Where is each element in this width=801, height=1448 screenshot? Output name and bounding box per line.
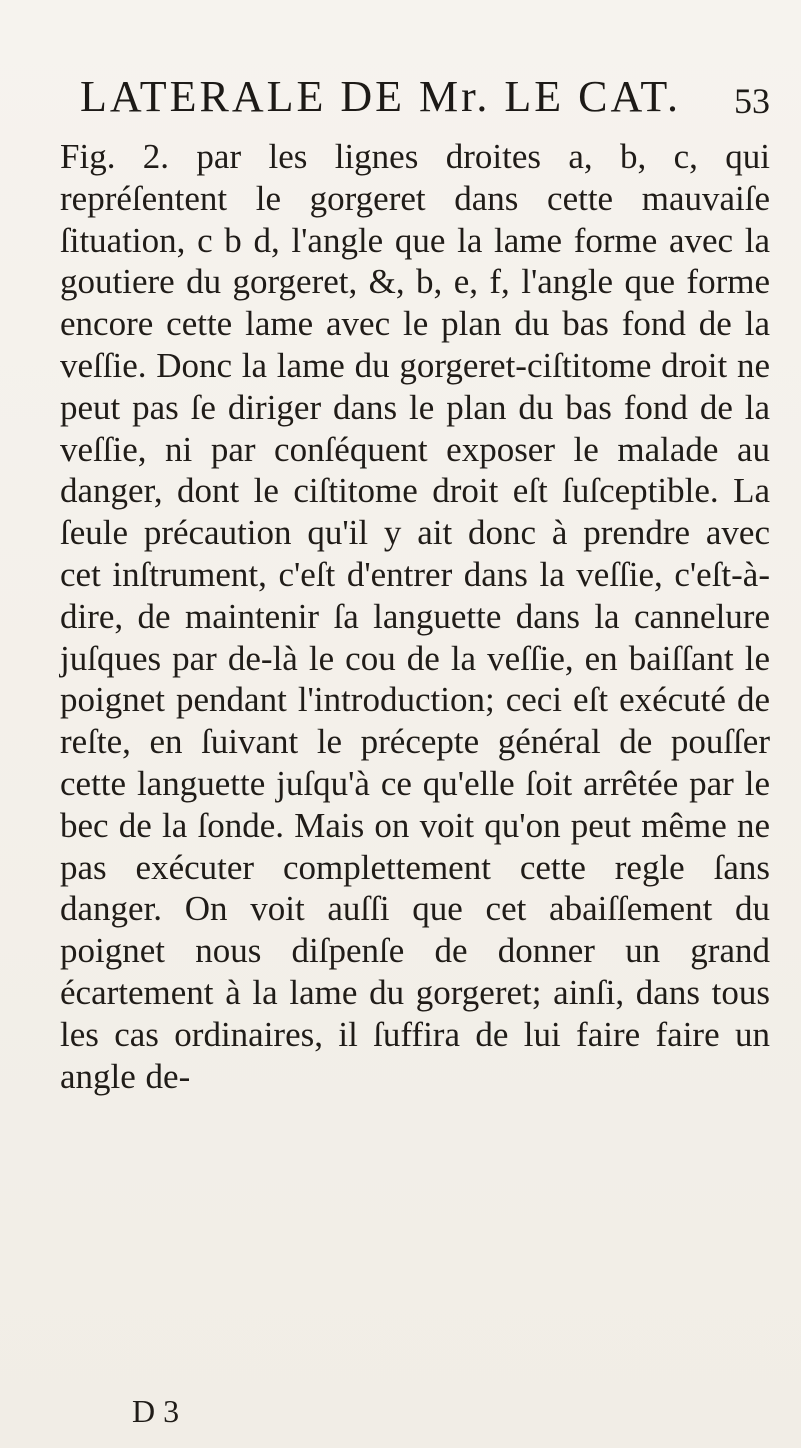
signature-mark: D 3 (132, 1393, 180, 1429)
page-number: 53 (734, 81, 770, 121)
running-head: LATERALE DE Mr. LE CAT. (80, 72, 682, 121)
body-text (60, 136, 770, 1097)
main-paragraph: Fig. 2. par les lignes droites a, b, c, qui repréſentent le gorgeret dans cette mauvaiſe ſituation, c b d, l'angle que la lame forme avec la goutiere du gorgeret, &, b, e, f, l'angle que forme encore cette lame avec le plan du bas fond de la veſſie. Donc la lame du gorgeret-ciſtitome droit ne peut pas ſe diriger dans le plan du bas fond de la veſſie, ni par conſéquent exposer le malade au danger, dont le ciſtitome droit eſt ſuſceptible. La ſeule précaution qu'il y ait donc à prendre avec cet inſtrument, c'eſt d'entrer dans la veſſie, c'eſt-à-dire, de maintenir ſa languette dans la cannelure juſques par de-là le cou de la veſſie, en baiſſant le poignet pendant l'introduction; ceci eſt exécuté de reſte, en ſuivant le précepte général de pouſſer cette languette juſqu'à ce qu'elle ſoit arrêtée par le bec de la ſonde. Mais on voit qu'on peut même ne pas exécuter complettement cette regle ſans danger. On voit auſſi que cet abaiſſement du poignet nous diſpenſe de donner un grand écartement à la lame du gorgeret; ainſi, dans tous les cas ordinaires, il ſuffira de lui faire faire un angle de- (60, 137, 771, 1096)
page-header (80, 72, 770, 122)
